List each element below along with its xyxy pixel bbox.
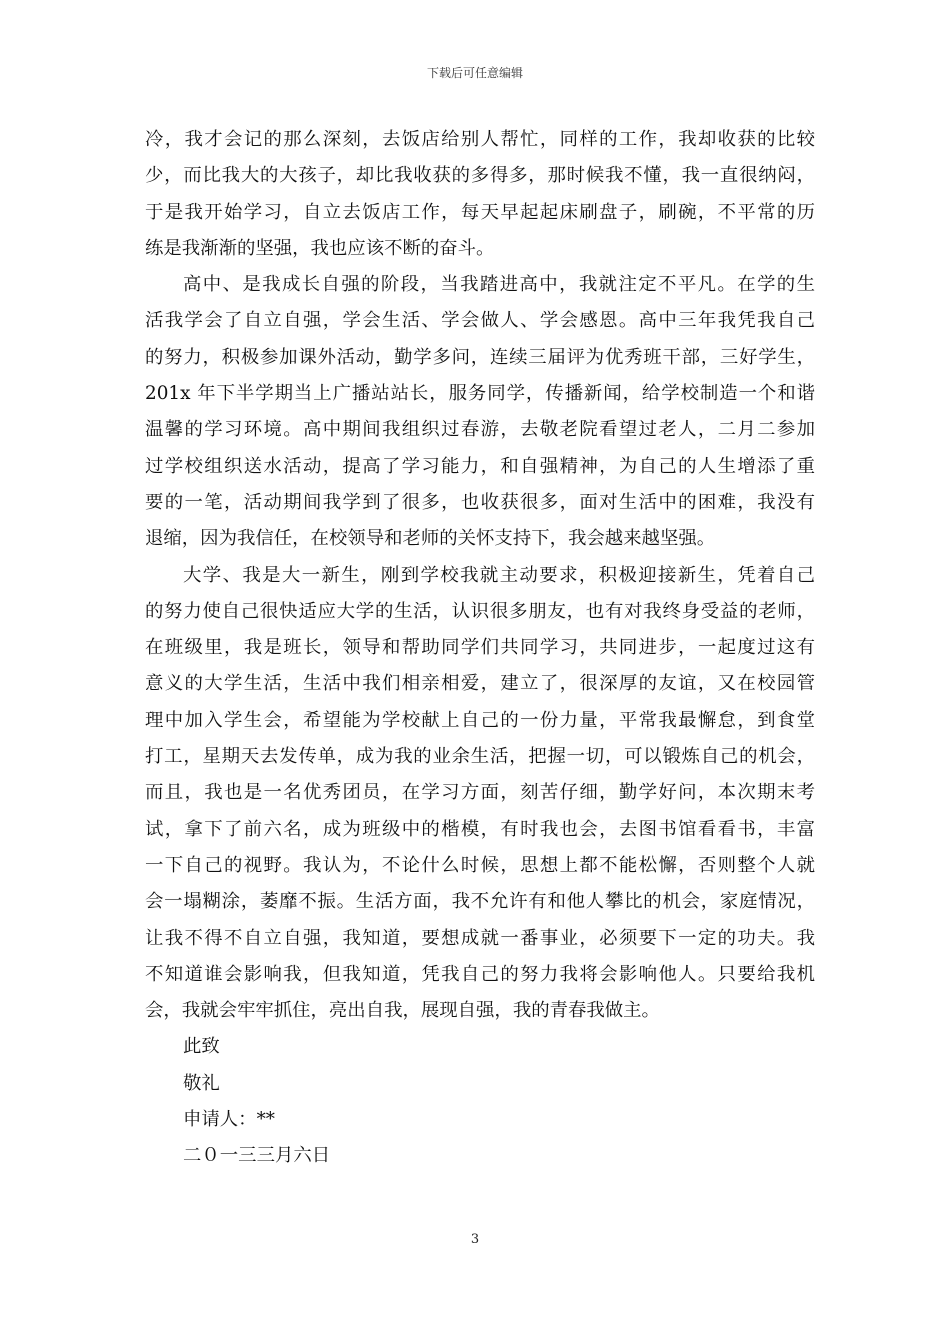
document-body bbox=[145, 122, 815, 1175]
text-line: 要的一笔，活动期间我学到了很多，也收获很多，面对生活中的困难，我没有 bbox=[145, 491, 815, 513]
page-header: 下载后可任意编辑 bbox=[426, 66, 523, 80]
text-line: 意义的大学生活，生活中我们相亲相爱，建立了，很深厚的友谊，又在校园管 bbox=[145, 673, 815, 695]
applicant-signature: 申请人：** bbox=[183, 1109, 275, 1131]
text-line: 不知道谁会影响我，但我知道，凭我自己的努力我将会影响他人。只要给我机 bbox=[145, 963, 815, 985]
text-line: 的努力使自己很快适应大学的生活，认识很多朋友，也有对我终身受益的老师， bbox=[145, 600, 815, 622]
text-line: 温馨的学习环境。高中期间我组织过春游，去敬老院看望过老人，二月二参加 bbox=[145, 419, 815, 441]
text-line: 大学、我是大一新生，刚到学校我就主动要求，积极迎接新生，凭着自己 bbox=[183, 564, 815, 586]
text-line: 少，而比我大的大孩子，却比我收获的多得多，那时候我不懂，我一直很纳闷， bbox=[145, 165, 815, 187]
text-line: 201x 年下半学期当上广播站站长，服务同学，传播新闻，给学校制造一个和谐 bbox=[145, 383, 815, 405]
text-line: 活我学会了自立自强，学会生活、学会做人、学会感恩。高中三年我凭我自己 bbox=[145, 310, 815, 332]
text-line: 试，拿下了前六名，成为班级中的楷模，有时我也会，去图书馆看看书，丰富 bbox=[145, 818, 815, 840]
paragraph bbox=[145, 558, 815, 1030]
text-line: 冷，我才会记的那么深刻，去饭店给别人帮忙，同样的工作，我却收获的比较 bbox=[145, 129, 815, 150]
salutation-jing-li: 敬礼 bbox=[183, 1072, 220, 1094]
paragraph bbox=[145, 267, 815, 557]
text-line: 高中、是我成长自强的阶段，当我踏进高中，我就注定不平凡。在学的生 bbox=[183, 274, 815, 296]
text-line: 理中加入学生会，希望能为学校献上自己的一份力量，平常我最懈怠，到食堂 bbox=[145, 709, 815, 731]
page-number: 3 bbox=[470, 1232, 480, 1247]
text-line: 过学校组织送水活动，提高了学习能力，和自强精神，为自己的人生增添了重 bbox=[145, 455, 815, 477]
text-line: 退缩，因为我信任，在校领导和老师的关怀支持下，我会越来越坚强。 bbox=[145, 528, 716, 550]
text-line: 让我不得不自立自强，我知道，要想成就一番事业，必须要下一定的功夫。我 bbox=[145, 927, 815, 949]
text-line: 在班级里，我是班长，领导和帮助同学们共同学习，共同进步，一起度过这有 bbox=[145, 637, 815, 659]
salutation-ci-zhi: 此致 bbox=[183, 1036, 220, 1058]
text-line: 打工，星期天去发传单，成为我的业余生活，把握一切，可以锻炼自己的机会， bbox=[145, 746, 815, 768]
text-line: 会，我就会牢牢抓住，亮出自我，展现自强，我的青春我做主。 bbox=[145, 1000, 660, 1022]
paragraph bbox=[145, 122, 815, 267]
text-line: 一下自己的视野。我认为，不论什么时候，思想上都不能松懈，否则整个人就 bbox=[145, 854, 815, 876]
text-line: 而且，我也是一名优秀团员，在学习方面，刻苦仔细，勤学好问，本次期末考 bbox=[145, 782, 815, 804]
text-line: 的努力，积极参加课外活动，勤学多问，连续三届评为优秀班干部，三好学生， bbox=[145, 346, 815, 368]
text-line: 练是我渐渐的坚强，我也应该不断的奋斗。 bbox=[145, 237, 495, 259]
text-line: 会一塌糊涂，萎靡不振。生活方面，我不允许有和他人攀比的机会，家庭情况， bbox=[145, 891, 815, 913]
closing-block bbox=[145, 1029, 815, 1174]
letter-date: 二０一三三月六日 bbox=[183, 1145, 331, 1167]
text-line: 于是我开始学习，自立去饭店工作，每天早起起床刷盘子，刷碗，不平常的历 bbox=[145, 201, 815, 223]
